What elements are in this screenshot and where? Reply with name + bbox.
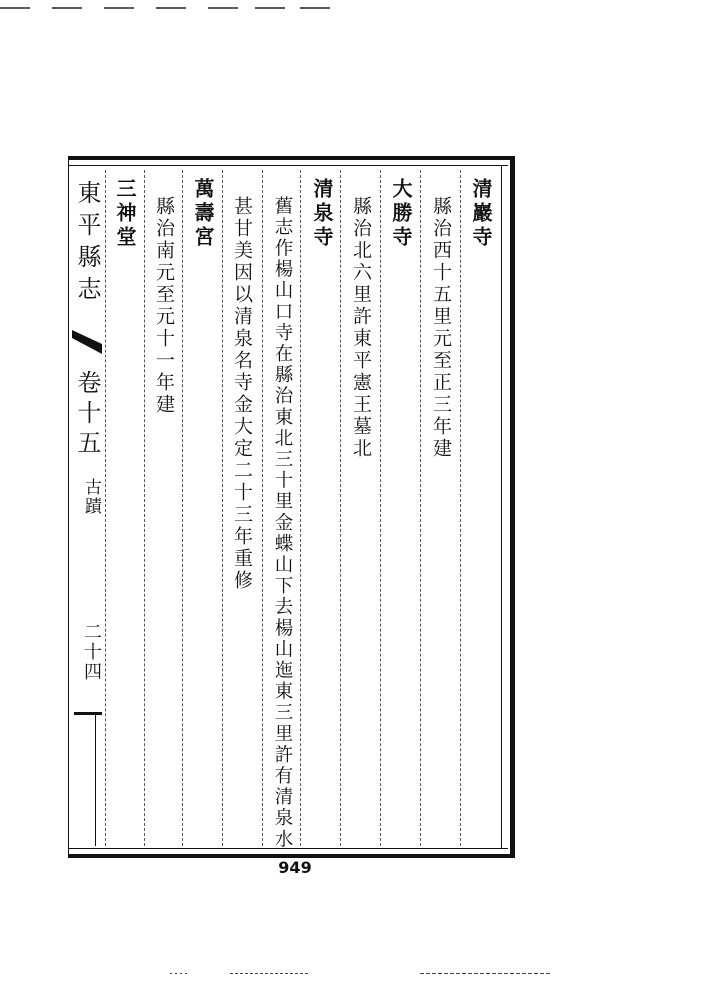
column-separator (300, 170, 301, 846)
inner-right-rule (501, 165, 502, 849)
leaf-page-number: 二十四 (81, 622, 102, 682)
leaf-section: 古蹟 (81, 478, 101, 516)
column-separator (105, 170, 106, 846)
column-separator (460, 170, 461, 846)
leaf-bottom-rule (74, 712, 102, 715)
entry-text-dasheng-temple: 縣治北六里許東平憲王墓北 (350, 196, 372, 460)
column-separator (222, 170, 223, 846)
entry-title-wanshou-palace: 萬壽宮 (191, 178, 215, 250)
column-separator (182, 170, 183, 846)
leaf-book-title: 東平縣志 (73, 180, 101, 308)
leaf-volume: 卷十五 (73, 370, 101, 460)
entry-title-qingquan-temple: 清泉寺 (310, 178, 334, 250)
column-separator (340, 170, 341, 846)
column-separator (380, 170, 381, 846)
page-number: 949 (278, 858, 312, 877)
entry-text-qingquan-temple-line1: 舊志作楊山口寺在縣治東北三十里金蝶山下去楊山迤東三里許有清泉水 (272, 196, 293, 851)
leaf-bottom-vertical-rule (95, 714, 96, 846)
bottom-scan-dots (170, 972, 550, 975)
inner-top-rule (68, 165, 508, 166)
entry-title-sanshen-hall: 三神堂 (113, 178, 137, 250)
entry-text-qingyan-temple: 縣治西十五里元至正三年建 (430, 196, 452, 460)
entry-title-dasheng-temple: 大勝寺 (389, 178, 413, 250)
column-separator (420, 170, 421, 846)
fishtail-mark-icon (72, 330, 102, 360)
entry-text-qingquan-temple-line2: 甚甘美因以清泉名寺金大定二十三年重修 (231, 196, 253, 592)
column-separator (144, 170, 145, 846)
entry-title-qingyan-temple: 清巖寺 (469, 178, 493, 250)
entry-text-wanshou-palace: 縣治南元至元十一年建 (153, 196, 175, 416)
top-scan-dashes (0, 6, 707, 10)
column-separator (262, 170, 263, 846)
